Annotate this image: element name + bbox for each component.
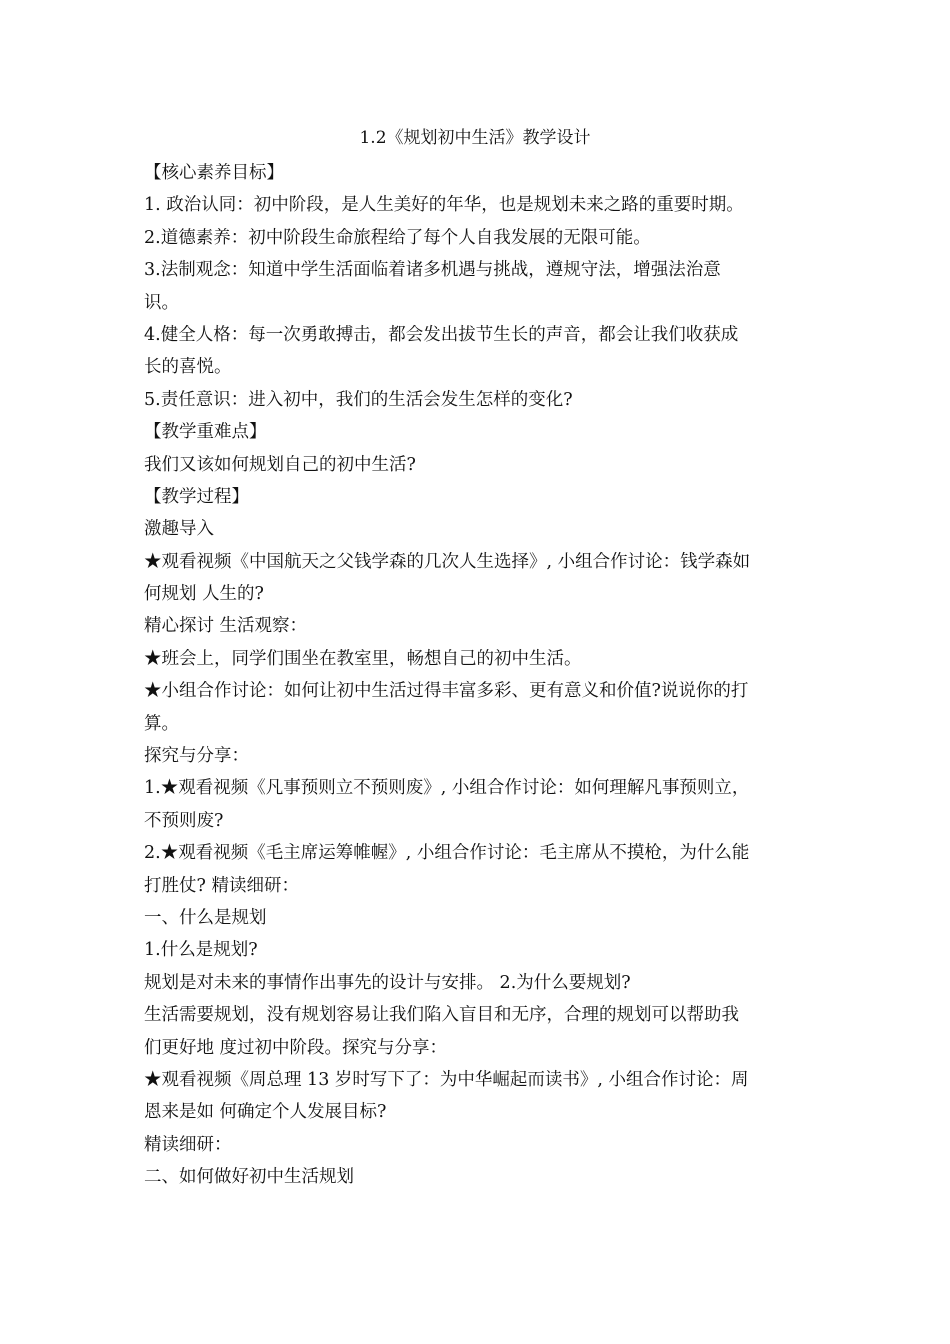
paragraph-line: ★班会上，同学们围坐在教室里，畅想自己的初中生活。 bbox=[144, 648, 582, 669]
paragraph-line: 探究与分享： bbox=[144, 746, 249, 767]
paragraph-line: 们更好地 度过初中阶段。探究与分享： bbox=[144, 1037, 448, 1058]
paragraph-line: 1.什么是规划? bbox=[144, 940, 258, 961]
paragraph-line: 一、什么是规划 bbox=[144, 907, 267, 928]
paragraph-line: 2.★观看视频《毛主席运筹帷幄》, 小组合作讨论：毛主席从不摸枪，为什么能 bbox=[144, 843, 750, 864]
paragraph-line: 3.法制观念：知道中学生活面临着诸多机遇与挑战，遵规守法，增强法治意 bbox=[144, 260, 721, 281]
paragraph-line: 何规划 人生的? bbox=[144, 584, 264, 605]
document-title: 1.2《规划初中生活》教学设计 bbox=[359, 128, 591, 148]
paragraph-line: 精读细研： bbox=[144, 1134, 232, 1155]
paragraph-line: 激趣导入 bbox=[144, 519, 214, 540]
paragraph-line: 算。 bbox=[144, 713, 179, 734]
section-heading-core-goals: 【核心素养目标】 bbox=[144, 163, 284, 183]
paragraph-line: 我们又该如何规划自己的初中生活? bbox=[144, 454, 416, 475]
paragraph-line: 1.★观看视频《凡事预则立不预则废》, 小组合作讨论：如何理解凡事预则立， bbox=[144, 778, 750, 799]
paragraph-line: 打胜仗? 精读细研： bbox=[144, 875, 299, 896]
paragraph-line: 精心探讨 生活观察： bbox=[144, 616, 308, 637]
paragraph-line: 生活需要规划，没有规划容易让我们陷入盲目和无序，合理的规划可以帮助我 bbox=[144, 1005, 739, 1026]
paragraph-line: 5.责任意识：进入初中，我们的生活会发生怎样的变化? bbox=[144, 389, 573, 410]
section-heading-process: 【教学过程】 bbox=[144, 486, 249, 507]
paragraph-line: ★小组合作讨论：如何让初中生活过得丰富多彩、更有意义和价值?说说你的打 bbox=[144, 681, 749, 702]
paragraph-line: 2.道德素养：初中阶段生命旅程给了每个人自我发展的无限可能。 bbox=[144, 227, 651, 248]
paragraph-line: 不预则废? bbox=[144, 810, 224, 831]
paragraph-line: 识。 bbox=[144, 292, 179, 313]
paragraph-line: ★观看视频《中国航天之父钱学森的几次人生选择》, 小组合作讨论：钱学森如 bbox=[144, 551, 751, 572]
paragraph-line: 4.健全人格：每一次勇敢搏击，都会发出拔节生长的声音，都会让我们收获成 bbox=[144, 324, 739, 345]
paragraph-line: 1. 政治认同：初中阶段，是人生美好的年华，也是规划未来之路的重要时期。 bbox=[144, 195, 744, 216]
section-heading-key-points: 【教学重难点】 bbox=[144, 422, 267, 443]
paragraph-line: 规划是对未来的事情作出事先的设计与安排。 2.为什么要规划? bbox=[144, 972, 631, 993]
document-body bbox=[144, 157, 808, 1194]
paragraph-line: 二、如何做好初中生活规划 bbox=[144, 1167, 354, 1188]
paragraph-line: 长的喜悦。 bbox=[144, 357, 232, 378]
paragraph-line: 恩来是如 何确定个人发展目标? bbox=[144, 1102, 387, 1123]
paragraph-line: ★观看视频《周总理 13 岁时写下了：为中华崛起而读书》, 小组合作讨论：周 bbox=[144, 1069, 749, 1090]
